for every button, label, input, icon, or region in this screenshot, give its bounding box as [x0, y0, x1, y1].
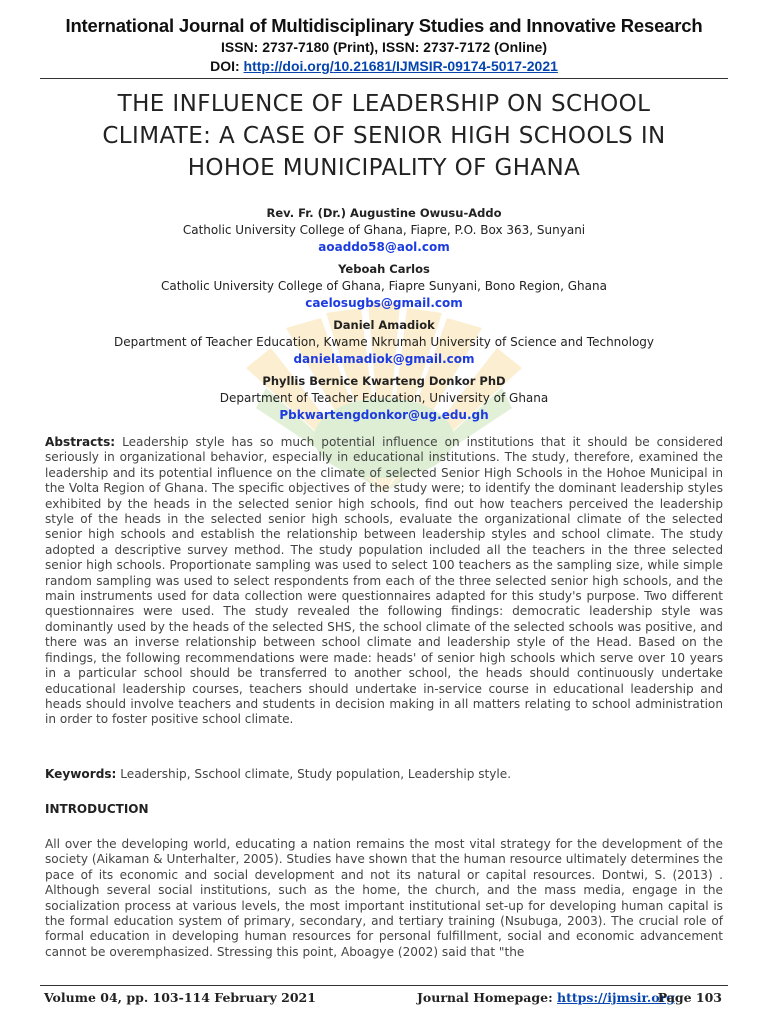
- footer-homepage-link[interactable]: https://ijmsir.org: [557, 990, 675, 1005]
- author-entry: [40, 317, 728, 368]
- author-affiliation: Catholic University College of Ghana, Fiapre Sunyani, Bono Region, Ghana: [161, 279, 607, 293]
- author-entry: [40, 373, 728, 424]
- footer-homepage-label: Journal Homepage:: [417, 990, 558, 1005]
- author-email[interactable]: aoaddo58@aol.com: [318, 240, 450, 254]
- author-name: Rev. Fr. (Dr.) Augustine Owusu-Addo: [266, 206, 502, 220]
- keywords-text: Leadership, Sschool climate, Study population, Leadership style.: [116, 767, 512, 781]
- paper-title-line: HOHOE MUNICIPALITY OF GHANA: [187, 155, 581, 181]
- author-affiliation: Catholic University College of Ghana, Fiapre, P.O. Box 363, Sunyani: [182, 223, 586, 237]
- journal-issn: ISSN: 2737-7180 (Print), ISSN: 2737-7172 (Online): [220, 39, 547, 55]
- author-name: Daniel Amadiok: [333, 318, 435, 332]
- author-email[interactable]: caelosugbs@gmail.com: [305, 296, 463, 310]
- paper-title-line: CLIMATE: A CASE OF SENIOR HIGH SCHOOLS IN: [102, 123, 666, 149]
- paper-title-line: THE INFLUENCE OF LEADERSHIP ON SCHOOL: [117, 91, 651, 117]
- journal-title: International Journal of Multidisciplinary Studies and Innovative Research: [65, 15, 703, 36]
- footer-page-number: Page 103: [657, 990, 722, 1005]
- author-block: [40, 205, 728, 429]
- doi-label: DOI:: [210, 58, 244, 74]
- author-name: Phyllis Bernice Kwarteng Donkor PhD: [262, 374, 506, 388]
- paper-title: [40, 88, 728, 184]
- author-email[interactable]: danielamadiok@gmail.com: [293, 352, 475, 366]
- author-affiliation: Department of Teacher Education, Kwame Nkrumah University of Science and Technology: [113, 335, 655, 349]
- journal-doi: [0, 56, 768, 76]
- abstract-paragraph: [45, 435, 723, 728]
- doi-link[interactable]: [244, 58, 558, 74]
- doi-id: 10.21681/IJMSIR-09174-5017-2021: [333, 58, 558, 74]
- author-entry: [40, 205, 728, 256]
- journal-header: [0, 14, 768, 76]
- abstract-text: Leadership style has so much potential influence on institutions that it should be considered seriously in organizational behavior, especially in educational institutions. The study, therefore, examined the leadership and its potential influence on the climate of selected Senior High Schools in the Hohoe Municipal in the Volta Region of Ghana. The specific objectives of the study were; to identify the dominant leadership styles exhibited by the heads in the selected senior high schools, find out how teachers perceived the leadership style of the heads in the selected senior high schools, evaluate the organizational climate of the selected senior high schools and establish the relationship between leadership styles and school climate. The study adopted a descriptive survey method. The study population included all the teachers in the three selected senior high schools. Proportionate sampling was used to select 100 teachers as the sampling size, while simple random sampling was used to select respondents from each of the three selected senior high schools, and the main instruments used for data collection were questionnaires adapted for this study's purpose. Two different questionnaires were used. The study revealed the following findings: democratic leadership style was dominantly used by the heads of the selected SHS, the school climate of the selected schools was positive, and there was an inverse relationship between school climate and leadership style of the Head. Based on the findings, the following recommendations were made: heads' of senior high schools which serve over 10 years in a particular school should be transferred to another school, the heads should continuously undertake educational leadership courses, teachers should undertake in-service course in educational leadership and heads should involve teachers and students in decision making in all matters relating to school administration in order to foster positive school climate.: [45, 435, 723, 727]
- footer-rule: [40, 985, 728, 986]
- author-entry: [40, 261, 728, 312]
- introduction-heading: INTRODUCTION: [45, 802, 149, 816]
- header-rule: [40, 78, 728, 79]
- author-affiliation: Department of Teacher Education, University of Ghana: [219, 391, 549, 405]
- keywords-paragraph: [45, 767, 723, 782]
- doi-prefix: http://doi.org/: [243, 58, 334, 74]
- abstract-label: Abstracts:: [45, 435, 116, 449]
- footer-volume: Volume 04, pp. 103-114 February 2021: [44, 990, 316, 1005]
- author-name: Yeboah Carlos: [338, 262, 430, 276]
- keywords-label: Keywords:: [45, 767, 117, 781]
- author-email[interactable]: Pbkwartengdonkor@ug.edu.gh: [279, 408, 489, 422]
- footer-homepage: [417, 990, 675, 1005]
- introduction-paragraph: All over the developing world, educating a nation remains the most vital strategy for the development of the society (Aikaman & Unterhalter, 2005). Studies have shown that the human resource ultimately determines the pace of its economic and social development and not its natural or capital resources. Dontwi, S. (2013) . Although several social institutions, such as the home, the church, and the mass media, engage in the socialization process at various levels, the most important institutional set-up for developing human capital is the formal education system of primary, secondary, and tertiary training (Nsubuga, 2003). The crucial role of formal education in developing human resources for personal fulfillment, social and economic advancement cannot be overemphasized. Stressing this point, Aboagye (2002) said that "the: [45, 837, 723, 959]
